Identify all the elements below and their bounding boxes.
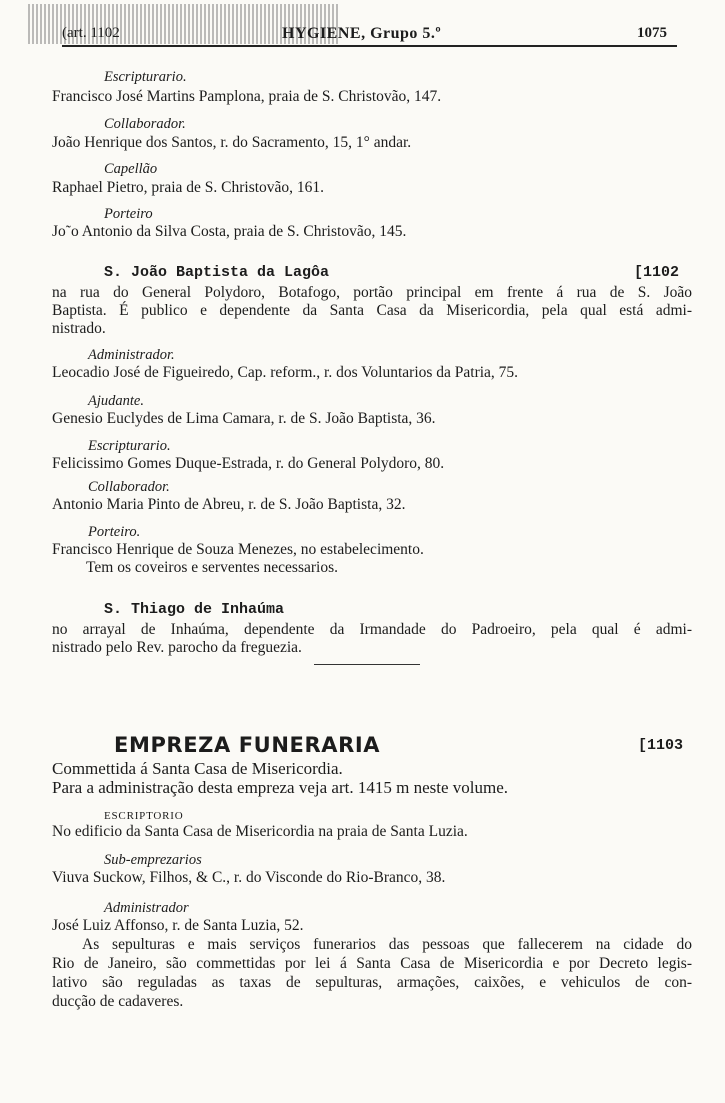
staff-collaborador: João Henrique dos Santos, r. do Sacramento, 15, 1° andar. <box>52 134 412 151</box>
role-escripturario: Escripturario. <box>104 69 187 85</box>
staff-escripturario: Francisco José Martins Pamplona, praia de S. Christovão, 147. <box>52 88 442 105</box>
desc-line: nistrado. <box>52 320 106 337</box>
role-collaborador: Collaborador. <box>88 479 170 495</box>
role-escripturario: Escripturario. <box>88 438 171 454</box>
paragraph-line: Rio de Janeiro, são commettidas por lei á Santa Casa de Misericordia e por Decreto legis- <box>52 955 692 972</box>
role-porteiro: Porteiro <box>104 206 153 222</box>
section-title-sao-thiago: S. Thiago de Inhaúma <box>104 601 285 618</box>
role-subemprezarios: Sub-emprezarios <box>104 852 202 868</box>
paragraph-line: As sepulturas e mais serviços funerarios das pessoas que fallecerem na cidade do <box>82 936 692 953</box>
staff-porteiro: Francisco Henrique de Souza Menezes, no estabelecimento. <box>52 541 424 558</box>
section-separator <box>314 664 420 665</box>
header-title: HYGIENE, Grupo 5.º <box>282 25 442 42</box>
empreza-line: Commettida á Santa Casa de Misericordia. <box>52 759 343 778</box>
role-porteiro: Porteiro. <box>88 524 141 540</box>
staff-administrador: José Luiz Affonso, r. de Santa Luzia, 52. <box>52 917 304 934</box>
header-article-ref: (art. 1102 <box>62 25 120 41</box>
staff-administrador: Leocadio José de Figueiredo, Cap. reform., r. dos Voluntarios da Patria, 75. <box>52 364 519 381</box>
desc-line: na rua do General Polydoro, Botafogo, portão principal em frente á rua de S. João <box>52 284 692 301</box>
staff-escripturario: Felicissimo Gomes Duque-Estrada, r. do General Polydoro, 80. <box>52 455 445 472</box>
role-ajudante: Ajudante. <box>88 393 144 409</box>
desc-line: no arrayal de Inhaúma, dependente da Irmandade do Padroeiro, pela qual é admi- <box>52 621 692 638</box>
page-number: 1075 <box>637 25 667 41</box>
desc-line: nistrado pelo Rev. parocho da freguezia. <box>52 639 302 656</box>
staff-note: Tem os coveiros e serventes necessarios. <box>86 559 338 576</box>
paragraph-line: lativo são reguladas as taxas de sepulturas, armações, caixões, e vehiculos de con- <box>52 974 692 991</box>
role-administrador: Administrador <box>104 900 189 916</box>
section-title-empreza: EMPREZA FUNERARIA <box>114 733 381 757</box>
section-title-sao-joao: S. João Baptista da Lagôa <box>104 264 330 281</box>
staff-collaborador: Antonio Maria Pinto de Abreu, r. de S. João Baptista, 32. <box>52 496 406 513</box>
label-escriptorio: ESCRIPTORIO <box>104 810 184 822</box>
desc-line: Baptista. É publico e dependente da Santa Casa da Misericordia, pela qual está admi- <box>52 302 692 319</box>
role-administrador: Administrador. <box>88 347 175 363</box>
staff-capellao: Raphael Pietro, praia de S. Christovão, 161. <box>52 179 325 196</box>
role-collaborador: Collaborador. <box>104 116 186 132</box>
section-ref-1102: [1102 <box>634 264 680 281</box>
staff-ajudante: Genesio Euclydes de Lima Camara, r. de S. João Baptista, 36. <box>52 410 436 427</box>
escriptorio-text: No edificio da Santa Casa de Misericordia na praia de Santa Luzia. <box>52 823 468 840</box>
staff-porteiro: Jo˜o Antonio da Silva Costa, praia de S. Christovão, 145. <box>52 223 407 240</box>
page-header <box>0 0 725 48</box>
paragraph-line: ducção de cadaveres. <box>52 993 184 1010</box>
role-capellao: Capellão <box>104 161 158 177</box>
header-rule <box>62 45 677 47</box>
section-ref-1103: [1103 <box>638 737 684 754</box>
empreza-line: Para a administração desta empreza veja art. 1415 m neste volume. <box>52 778 508 797</box>
staff-subemprezarios: Viuva Suckow, Filhos, & C., r. do Visconde do Rio-Branco, 38. <box>52 869 446 886</box>
